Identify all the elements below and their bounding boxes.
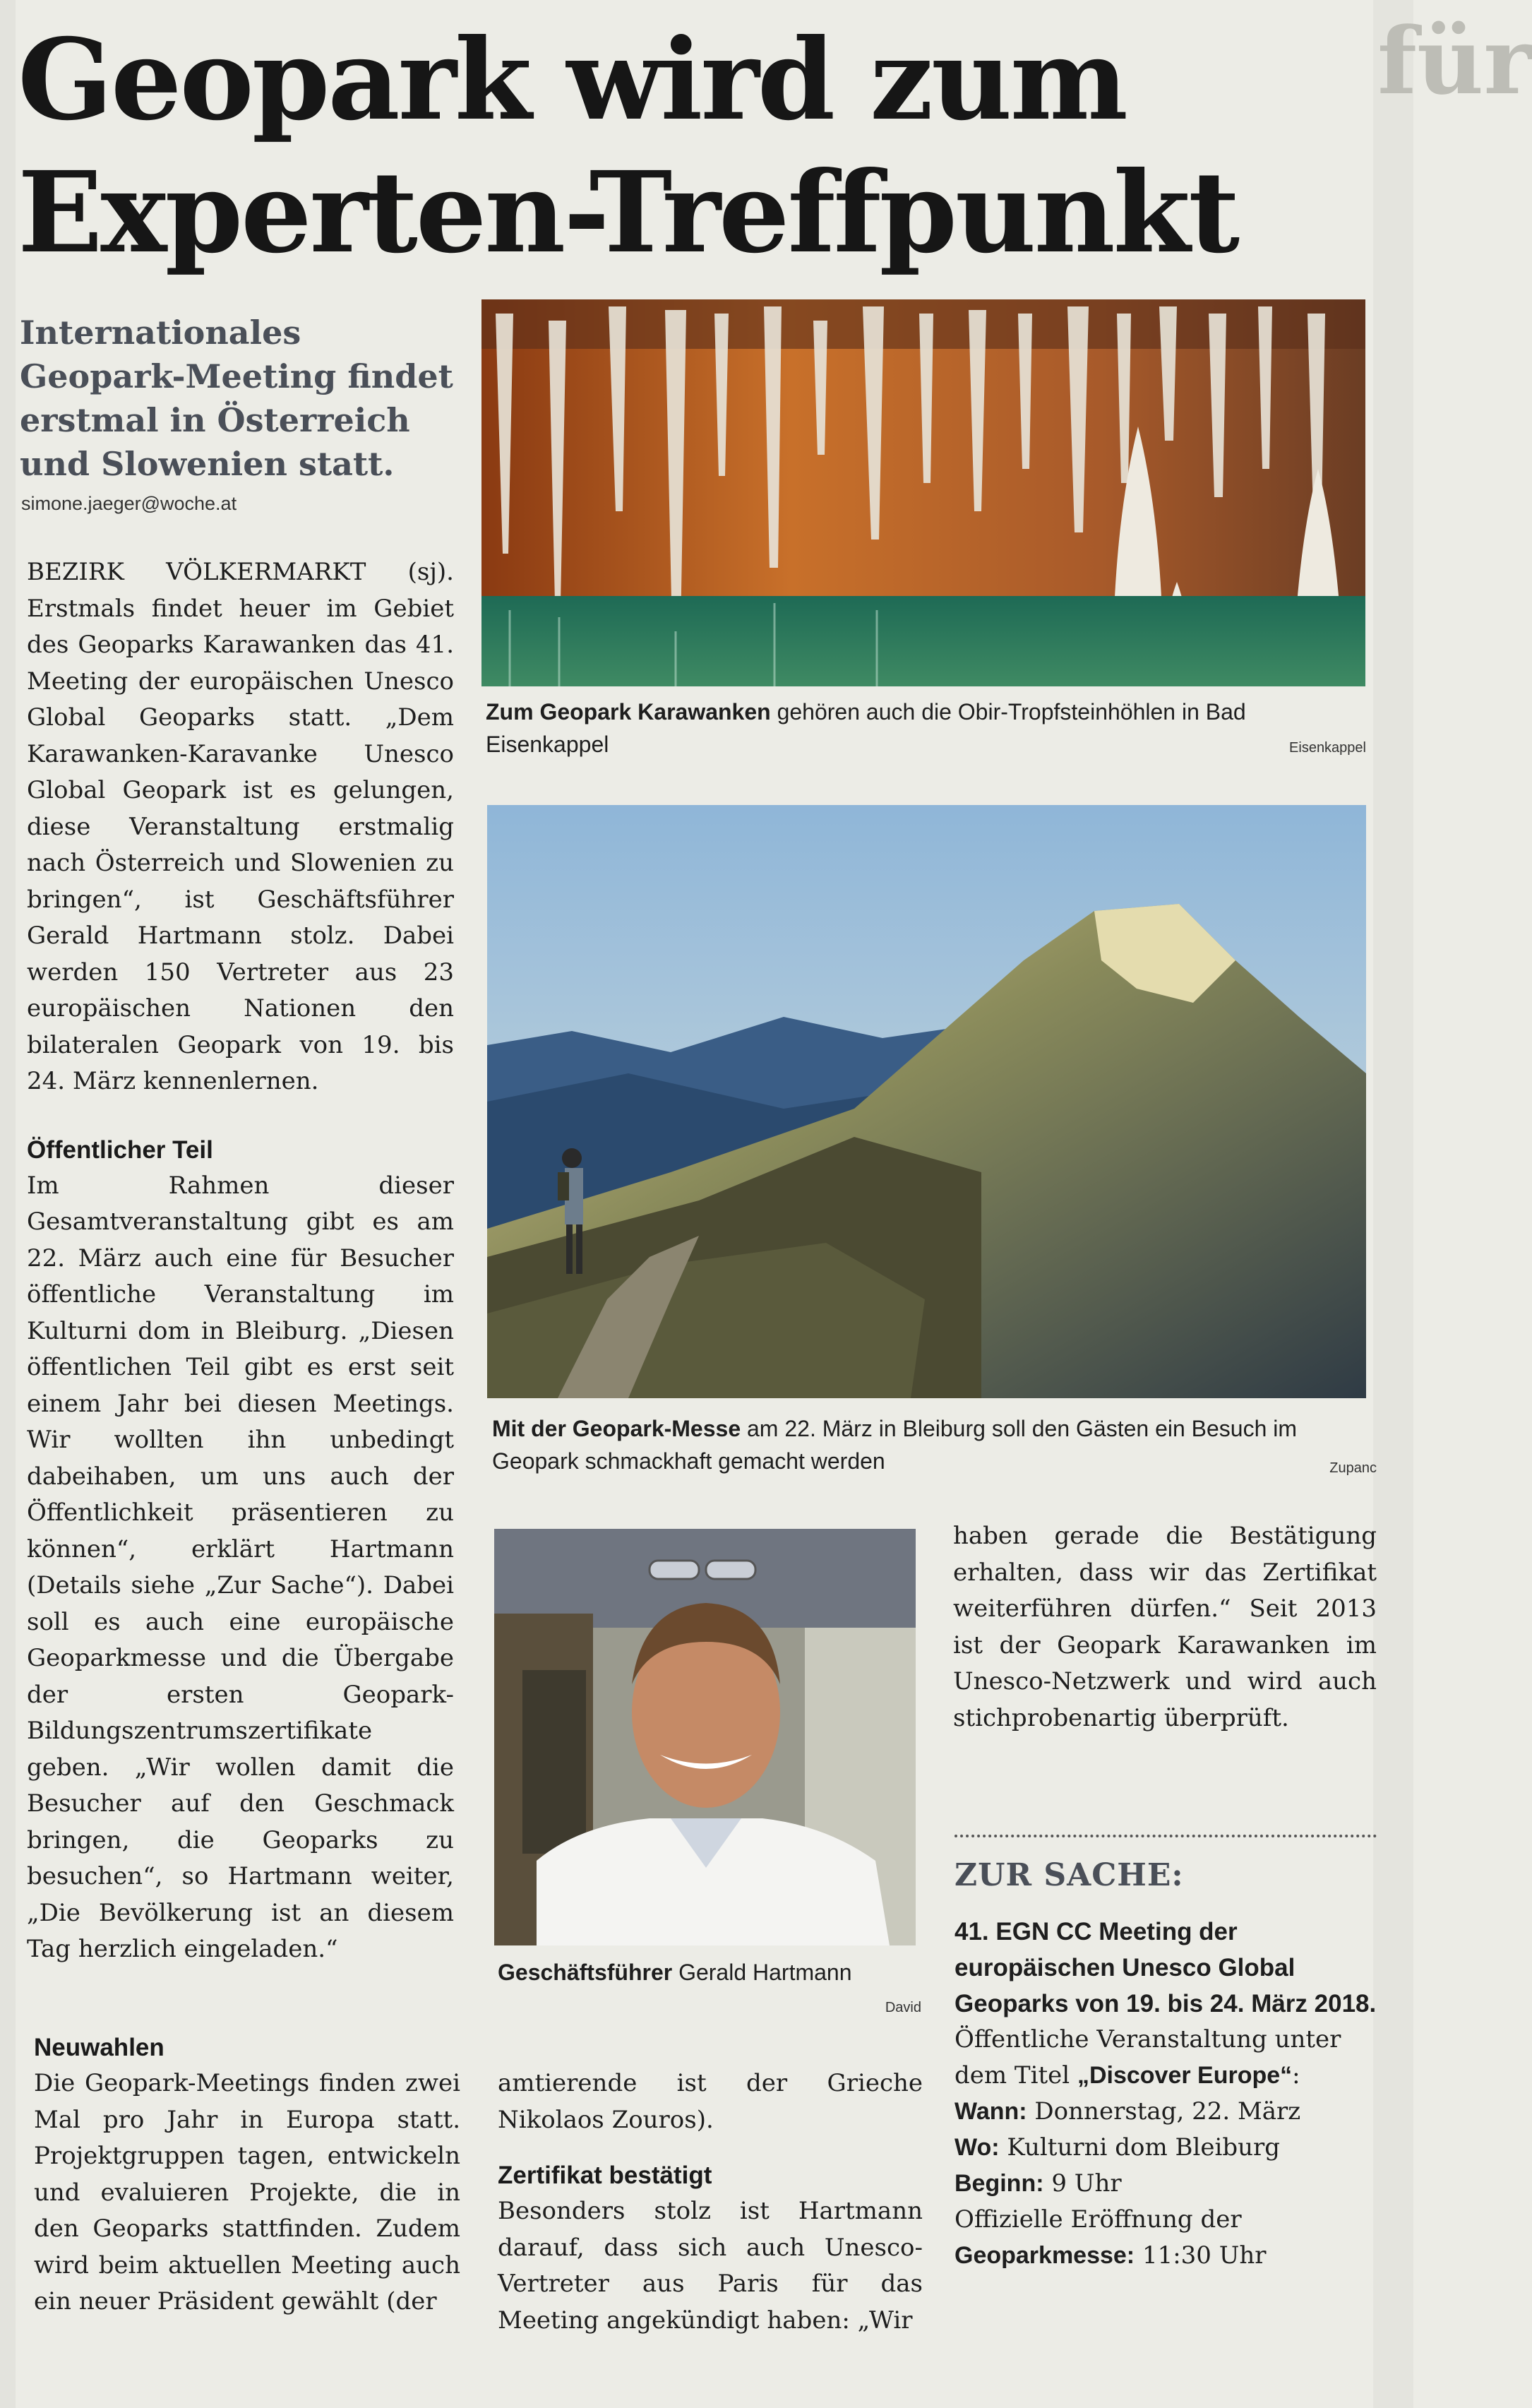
adjacent-page-edge [1373, 0, 1532, 2408]
cave-caption-text: gehören auch die Obir-Tropfsteinhöhlen in Bad Eisenkappel [486, 699, 1246, 757]
intro-paragraph [27, 554, 454, 1100]
info-where [954, 2130, 1378, 2166]
cave-stalactites-image [481, 299, 1365, 686]
mountain-photo [487, 805, 1366, 1398]
section-elections-continued: amtierende ist der Grieche Nikolaos Zouros). [498, 2069, 923, 2134]
info-when-label: Wann: [954, 2098, 1027, 2125]
info-where-label: Wo: [954, 2134, 1000, 2161]
info-public-event-suffix: : [1292, 2061, 1300, 2090]
gerald-hartmann-portrait [494, 1529, 916, 1945]
portrait-caption-bold: Geschäftsführer [498, 1960, 673, 1985]
mountain-hiker-image [487, 805, 1366, 1398]
info-public-event-prefix: Öffentliche Veranstaltung unter dem Titel [954, 2025, 1341, 2090]
left-column [27, 554, 454, 1968]
left-margin-strip [0, 0, 16, 2408]
right-column-continuation [953, 1518, 1377, 1736]
info-event-title: 41. EGN CC Meeting der europäischen Unesco Global Geoparks von 19. bis 24. März 2018. [954, 1918, 1377, 2017]
info-public-event-title: „Discover Europe“ [1077, 2062, 1293, 2089]
middle-column-lower [498, 2066, 923, 2339]
info-opening-text: Offizielle Eröffnung der [954, 2205, 1242, 2234]
author-email: simone.jaeger@woche.at [21, 493, 237, 514]
section-heading-public: Öffentlicher Teil [27, 1136, 213, 1164]
dateline: BEZIRK VÖLKERMARKT [27, 558, 366, 586]
info-start [954, 2166, 1378, 2202]
section-public-text: Im Rahmen dieser Gesamtveranstaltung gibt es am 22. März auch eine für Besucher öffentliche Veranstaltung im Kulturni dom in Bleiburg. „Diesen öffentlichen Teil gibt es erst seit einem Jahr bei diesen Meetings. Wir wollten ihn unbedingt dabeihaben, um uns auch der Öffentlichkeit präsentieren zu können“, erklärt Hartmann (Details siehe „Zur Sache“). Dabei soll es auch eine europäische Geoparkmesse und die Übergabe der ersten Geopark-Bildungszentrumszertifikate geben. „Wir wollen damit die Besucher auf den Geschmack bringen, die Geoparks zu besuchen“, so Hartmann weiter, „Die Bevölkerung ist an diesem Tag herzlich eingeladen.“ [27, 1171, 454, 1963]
left-column-lower [34, 2030, 460, 2320]
info-where-value: Kulturni dom Bleiburg [999, 2133, 1281, 2162]
headline-line-1: Geopark wird zum [18, 15, 1126, 145]
info-start-value: 9 Uhr [1043, 2169, 1122, 2198]
info-start-label: Beginn: [954, 2170, 1044, 2197]
portrait-caption [498, 1956, 921, 1989]
cave-photo [481, 299, 1365, 686]
section-elections-text: Die Geopark-Meetings finden zwei Mal pro Jahr in Europa statt. Projektgruppen tagen, entwickeln und evaluieren Projekte, die in den Geoparks stattfinden. Zudem wird beim aktuellen Meeting auch ein neuer Präsident gewählt (der [34, 2069, 460, 2315]
article-kicker: Internationales Geopark-Meeting findet erstmal in Österreich und Slowenien statt. [20, 314, 453, 483]
info-when-value: Donnerstag, 22. März [1027, 2097, 1301, 2126]
section-heading-elections: Neuwahlen [34, 2034, 164, 2061]
portrait-photo [494, 1529, 916, 1945]
mountain-caption-text: am 22. März in Bleiburg soll den Gästen ein Besuch im Geopark schmackhaft gemacht werden [492, 1416, 1298, 1474]
portrait-photo-credit: David [885, 2000, 921, 2015]
info-when [954, 2094, 1378, 2130]
info-box-divider [954, 1835, 1377, 1837]
info-box-title: ZUR SACHE: [954, 1857, 1184, 1893]
section-certificate-continued: haben gerade die Bestätigung erhalten, dass wir das Zertifikat weiterführen dürfen.“ Seit 2013 ist der Geopark Karawanken im Unesco-Netzwerk und wird auch stichprobenartig überprüft. [953, 1522, 1377, 1732]
info-public-event [954, 2022, 1378, 2094]
info-box [954, 1914, 1378, 2274]
info-opening-bold: Geoparkmesse: [954, 2242, 1135, 2269]
intro-text: (sj). Erstmals findet heuer im Gebiet des Geoparks Karawanken das 41. Meeting der europäischen Unesco Global Geoparks statt. „Dem Karawanken-Karavanke Unesco Global Geopark ist es gelungen, diese Veranstaltung erstmalig nach Österreich und Slowenien zu bringen“, ist Geschäftsführer Gerald Hartmann stolz. Dabei werden 150 Vertreter aus 23 europäischen Nationen den bilateralen Geopark von 19. bis 24. März kennenlernen. [27, 558, 454, 1095]
info-opening-time: 11:30 Uhr [1135, 2241, 1267, 2270]
cave-photo-credit: Eisenkappel [1289, 740, 1366, 756]
headline-line-2: Experten-Treffpunkt [18, 148, 1238, 278]
portrait-caption-text: Gerald Hartmann [672, 1960, 852, 1985]
section-heading-certificate: Zertifikat bestätigt [498, 2162, 712, 2189]
mountain-caption-bold: Mit der Geopark-Messe [492, 1416, 741, 1441]
adjacent-page-text: für [1377, 7, 1532, 115]
cave-caption-bold: Zum Geopark Karawanken [486, 699, 771, 725]
mountain-photo-credit: Zupanc [1329, 1460, 1377, 1476]
article-headline [18, 14, 1359, 280]
info-opening [954, 2202, 1378, 2274]
section-certificate-text: Besonders stolz ist Hartmann darauf, dass sich auch Unesco-Vertreter aus Paris für das Meeting angekündigt haben: „Wir [498, 2197, 923, 2335]
